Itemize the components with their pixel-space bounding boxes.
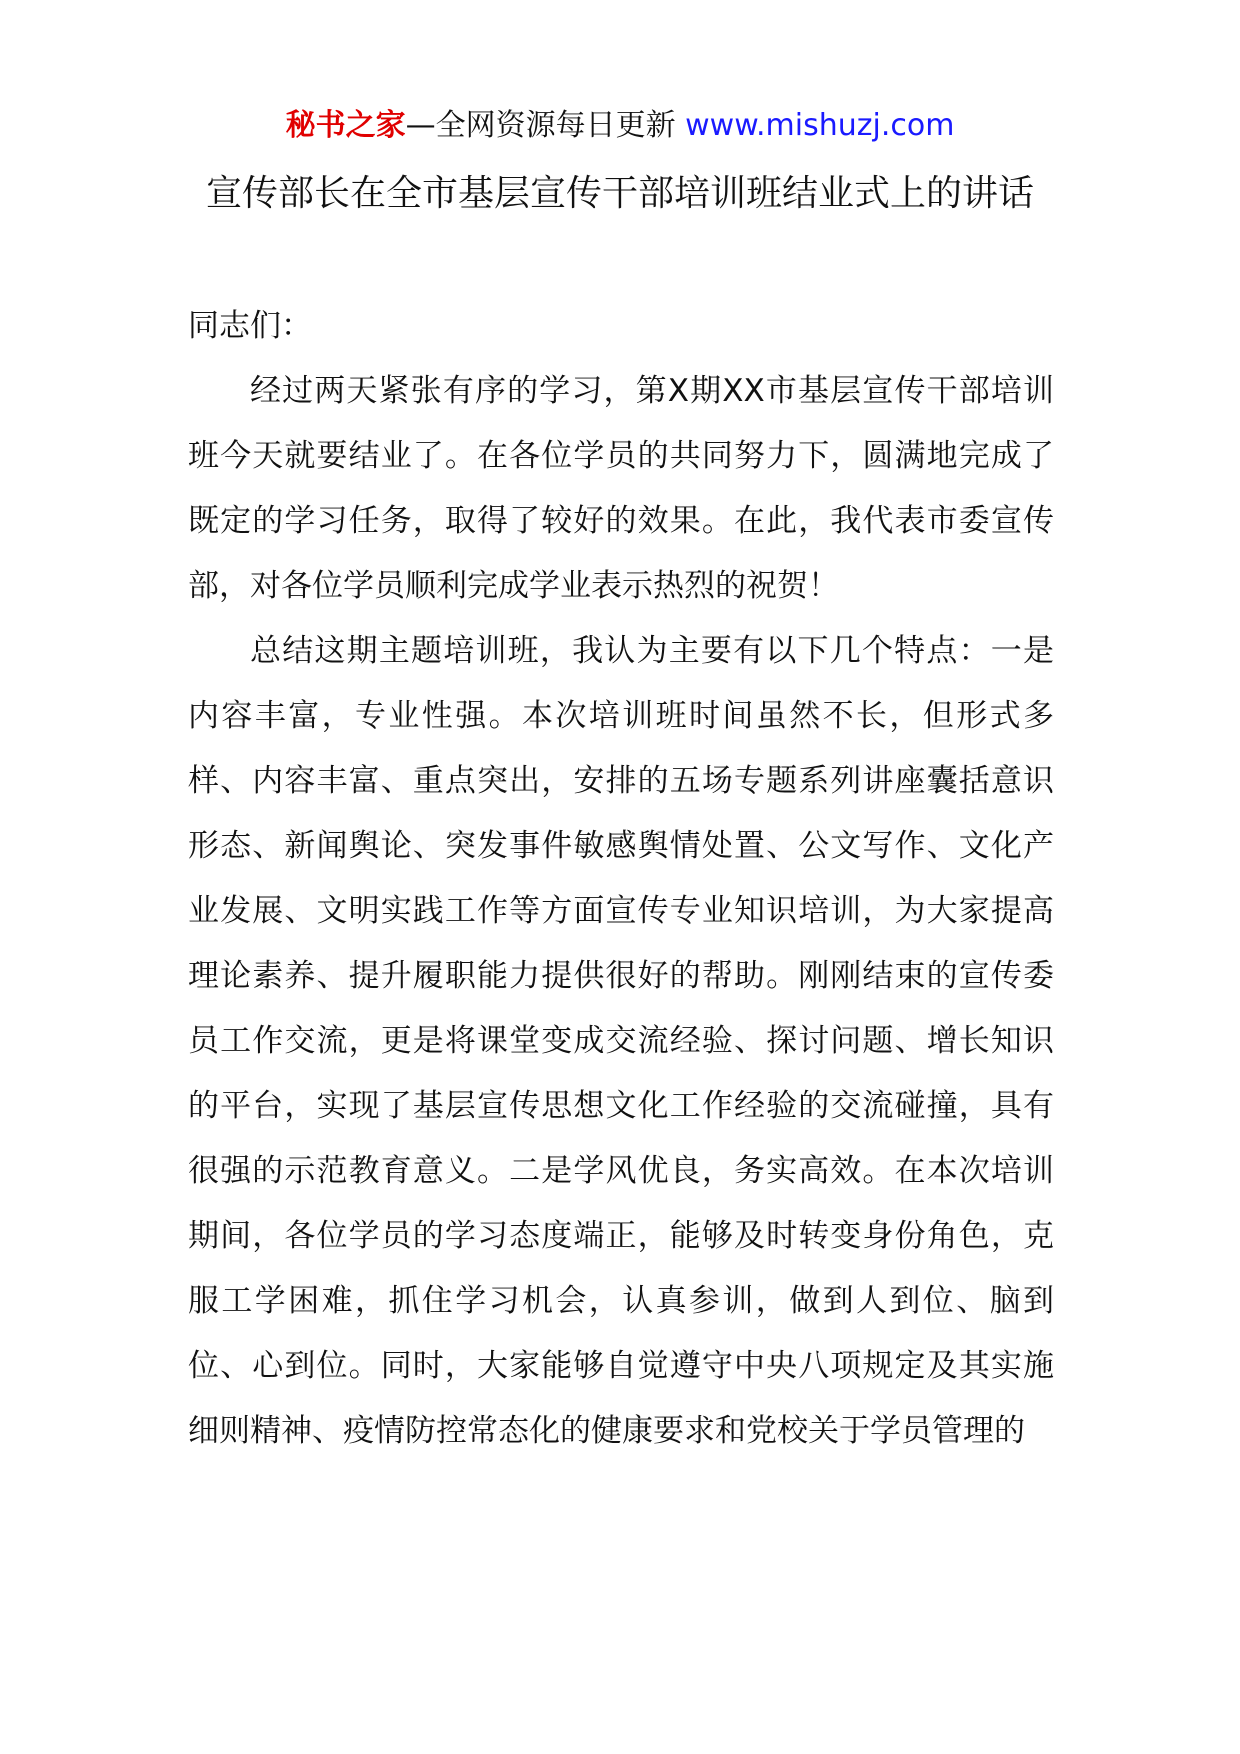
document-body	[188, 294, 1054, 1464]
site-url-link[interactable]: www.mishuzj.com	[685, 108, 955, 143]
salutation: 同志们：	[188, 308, 312, 344]
document-title: 宣传部长在全市基层宣传干部培训班结业式上的讲话	[205, 173, 1034, 214]
site-brand: 秘书之家	[285, 108, 406, 143]
site-tagline: —全网资源每日更新	[405, 108, 686, 143]
paragraph-2: 总结这期主题培训班，我认为主要有以下几个特点：一是内容丰富，专业性强。本次培训班时间虽然不长，但形式多样、内容丰富、重点突出，安排的五场专题系列讲座囊括意识形态、新闻舆论、突发事件敏感舆情处置、公文写作、文化产业发展、文明实践工作等方面宣传专业知识培训，为大家提高理论素养、提升履职能力提供很好的帮助。刚刚结束的宣传委员工作交流，更是将课堂变成交流经验、探讨问题、增长知识的平台，实现了基层宣传思想文化工作经验的交流碰撞，具有很强的示范教育意义。二是学风优良，务实高效。在本次培训期间，各位学员的学习态度端正，能够及时转变身份角色，克服工学困难，抓住学习机会，认真参训，做到人到位、脑到位、心到位。同时，大家能够自觉遵守中央八项规定及其实施细则精神、疫情防控常态化的健康要求和党校关于学员管理的	[188, 633, 1054, 1449]
site-header	[0, 104, 1240, 148]
paragraph-1: 经过两天紧张有序的学习，第X期XX市基层宣传干部培训班今天就要结业了。在各位学员的共同努力下，圆满地完成了既定的学习任务，取得了较好的效果。在此，我代表市委宣传部，对各位学员顺利完成学业表示热烈的祝贺！	[188, 373, 1054, 604]
